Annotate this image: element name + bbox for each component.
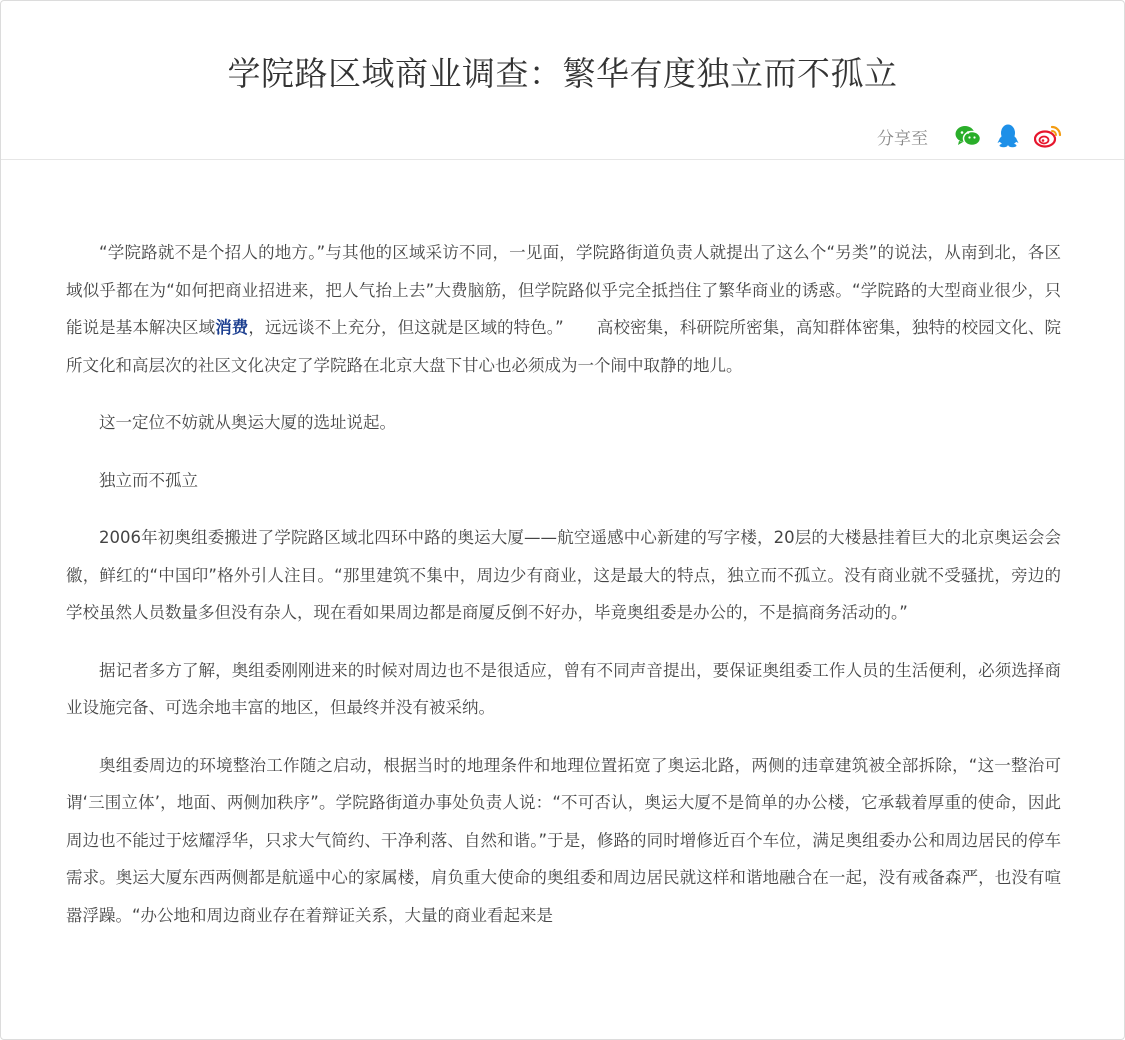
weibo-icon[interactable] (1034, 122, 1062, 150)
article-title: 学院路区域商业调查：繁华有度独立而不孤立 (227, 54, 898, 93)
paragraph-4: 据记者多方了解，奥组委刚刚进来的时候对周边也不是很适应，曾有不同声音提出，要保证奥组委工作人员的生活便利，必须选择商业设施完备、可选余地丰富的地区，但最终并没有被采纳。 (66, 660, 1061, 717)
paragraph-2: 这一定位不妨就从奥运大厦的选址说起。 (99, 413, 396, 432)
share-label: 分享至 (877, 128, 928, 149)
qq-icon[interactable] (994, 122, 1022, 150)
keyword-link[interactable]: 消费 (215, 318, 249, 337)
paragraph-5: 奥组委周边的环境整治工作随之启动，根据当时的地理条件和地理位置拓宽了奥运北路，两侧的违章建筑被全部拆除，“这一整治可谓‘三围立体’，地面、两侧加秩序”。学院路街道办事处负责人说：“不可否认，奥运大厦不是简单的办公楼，它承载着厚重的使命，因此周边也不能过于炫耀浮华，只求大气简约、干净利落、自然和谐。”于是，修路的同时增修近百个车位，满足奥组委办公和周边居民的停车需求。奥运大厦东西两侧都是航遥中心的家属楼，肩负重大使命的奥组委和周边居民就这样和谐地融合在一起，没有戒备森严，也没有喧嚣浮躁。“办公地和周边商业存在着辩证关系，大量的商业看起来是 (66, 755, 1061, 925)
article-header (1, 1, 1124, 160)
paragraph-3: 2006年初奥组委搬进了学院路区域北四环中路的奥运大厦——航空遥感中心新建的写字楼，20层的大楼悬挂着巨大的北京奥运会会徽，鲜红的“中国印”格外引人注目。“那里建筑不集中，周边少有商业，这是最大的特点，独立而不孤立。没有商业就不受骚扰，旁边的学校虽然人员数量多但没有杂人，现在看如果周边都是商厦反倒不好办，毕竟奥组委是办公的，不是搞商务活动的。” (66, 528, 1061, 622)
article-body (66, 234, 1061, 954)
paragraph-1-text-a: “学院路就不是个招人的地方。”与其他的区域采访不同，一见面，学院路街道负责人就提出了这么个“另类”的说法，从南到北，各区域似乎都在为“如何把商业招进来，把人气抬上去”大费脑筋，但学院路似乎完全抵挡住了繁华商业的诱惑。“学院路的大型商业很少，只能说是基本解决区域 (66, 243, 1061, 337)
paragraph-1-text-b: ，远远谈不上充分，但这就是区域的特色。” 高校密集，科研院所密集，高知群体密集，独特的校园文化、院所文化和高层次的社区文化决定了学院路在北京大盘下甘心也必须成为一个闹中取静的地儿。 (66, 318, 1061, 375)
wechat-icon[interactable] (954, 122, 982, 150)
share-bar (877, 119, 1062, 153)
section-heading: 独立而不孤立 (99, 470, 198, 490)
paragraph-1 (66, 234, 1061, 384)
